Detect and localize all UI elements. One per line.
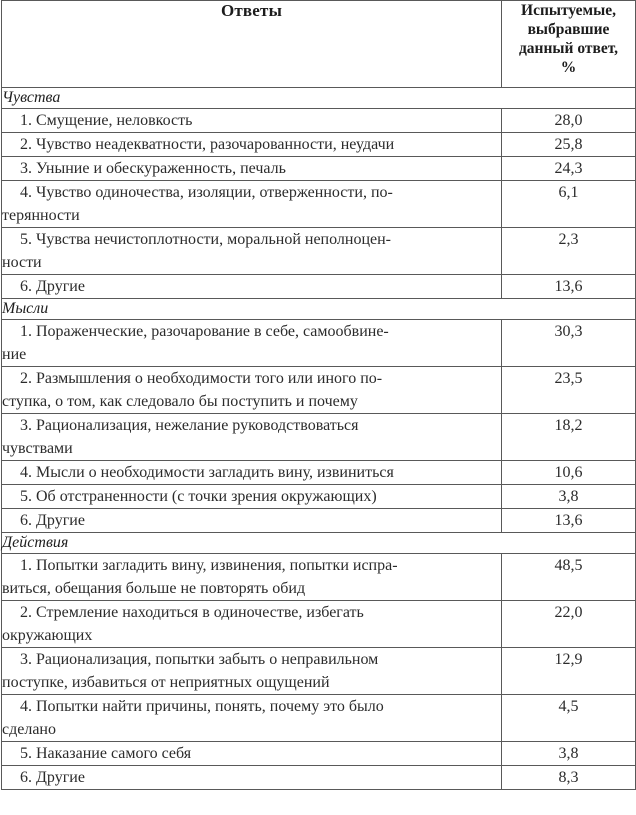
answer-text [2, 109, 502, 133]
percent-value: 25,8 [502, 133, 636, 157]
answer-text [2, 601, 502, 648]
column-header-percent-line-1: Испытуемые, [521, 2, 616, 19]
answer-text [2, 695, 502, 742]
answer-text-line: 1. Смущение, неловкость [20, 112, 193, 129]
answer-text [2, 509, 502, 533]
answer-text-line: поступке, избавиться от неприятных ощущений [2, 674, 330, 691]
answer-text [2, 320, 502, 367]
section-title: Чувства [2, 88, 636, 109]
column-header-percent-line-2: выбравшие [527, 21, 610, 38]
answer-text [2, 133, 502, 157]
section-title: Мысли [2, 299, 636, 320]
percent-value: 23,5 [502, 367, 636, 414]
table-row [2, 485, 636, 509]
answer-text-line: 5. Об отстраненности (с точки зрения окружающих) [20, 488, 377, 505]
percent-value: 22,0 [502, 601, 636, 648]
table-row [2, 509, 636, 533]
table-row [2, 766, 636, 790]
table-row [2, 157, 636, 181]
percent-value: 13,6 [502, 275, 636, 299]
answer-text-line: окружающих [2, 627, 93, 644]
section-header-row [2, 88, 636, 109]
table-body [2, 88, 636, 790]
percent-value: 3,8 [502, 742, 636, 766]
percent-value: 18,2 [502, 414, 636, 461]
percent-value: 8,3 [502, 766, 636, 790]
section-header-row [2, 533, 636, 554]
answer-text [2, 742, 502, 766]
table-header [2, 1, 636, 88]
percent-value: 13,6 [502, 509, 636, 533]
answer-text-line: ние [2, 346, 27, 363]
answer-text-line: 6. Другие [20, 278, 85, 295]
answer-text-line: ступка, о том, как следовало бы поступить и почему [2, 393, 358, 410]
table-row [2, 695, 636, 742]
answer-text-line: 4. Мысли о необходимости загладить вину, извиниться [20, 464, 394, 481]
answer-text-line: 4. Попытки найти причины, понять, почему это было [20, 698, 384, 715]
answer-text-line: 3. Уныние и обескураженность, печаль [20, 160, 286, 177]
percent-value: 6,1 [502, 181, 636, 228]
percent-value: 48,5 [502, 554, 636, 601]
table-row [2, 181, 636, 228]
answer-text-line: 2. Размышления о необходимости того или иного по- [20, 370, 383, 387]
table-row [2, 109, 636, 133]
percent-value: 24,3 [502, 157, 636, 181]
table-row [2, 461, 636, 485]
answer-text-line: 1. Пораженческие, разочарование в себе, самообвине- [20, 323, 389, 340]
answer-text-line: 2. Стремление находиться в одиночестве, избегать [20, 604, 364, 621]
percent-value: 4,5 [502, 695, 636, 742]
answer-text-line: 1. Попытки загладить вину, извинения, попытки испра- [20, 557, 398, 574]
answer-text-line: 5. Наказание самого себя [20, 745, 192, 762]
column-header-percent-line-4: % [560, 59, 577, 76]
percent-value: 2,3 [502, 228, 636, 275]
table-row [2, 414, 636, 461]
answer-text [2, 275, 502, 299]
table-row [2, 228, 636, 275]
answer-text [2, 485, 502, 509]
answer-text-line: терянности [2, 207, 80, 224]
percent-value: 12,9 [502, 648, 636, 695]
answer-text [2, 554, 502, 601]
answer-text-line: 6. Другие [20, 512, 85, 529]
answer-text-line: виться, обещания больше не повторять обид [2, 580, 306, 597]
table-row [2, 367, 636, 414]
answer-text-line: 5. Чувства нечистоплотности, моральной неполноцен- [20, 231, 391, 248]
answer-text [2, 181, 502, 228]
table-row [2, 320, 636, 367]
column-header-percent-line-3: данный ответ, [518, 40, 619, 57]
table-row [2, 742, 636, 766]
answer-text-line: 6. Другие [20, 769, 85, 786]
table-row [2, 601, 636, 648]
section-title: Действия [2, 533, 636, 554]
table-header-row [2, 1, 636, 88]
column-header-percent [502, 1, 636, 88]
percent-value: 30,3 [502, 320, 636, 367]
answer-text [2, 367, 502, 414]
answer-text-line: 2. Чувство неадекватности, разочарованности, неудачи [20, 136, 395, 153]
table-row [2, 275, 636, 299]
answer-text-line: ности [2, 254, 42, 271]
table-row [2, 554, 636, 601]
answer-text-line: чувствами [2, 440, 73, 457]
answer-text [2, 461, 502, 485]
answer-text [2, 228, 502, 275]
section-header-row [2, 299, 636, 320]
answer-text [2, 648, 502, 695]
percent-value: 28,0 [502, 109, 636, 133]
percent-value: 3,8 [502, 485, 636, 509]
column-header-answers: Ответы [2, 1, 502, 88]
answer-text [2, 414, 502, 461]
answer-text-line: 3. Рационализация, попытки забыть о неправильном [20, 651, 379, 668]
answer-text-line: сделано [2, 721, 56, 738]
percent-value: 10,6 [502, 461, 636, 485]
answer-text [2, 766, 502, 790]
answer-text-line: 3. Рационализация, нежелание руководствоваться [20, 417, 359, 434]
table-row [2, 133, 636, 157]
table-row [2, 648, 636, 695]
survey-results-table [1, 0, 636, 790]
answer-text-line: 4. Чувство одиночества, изоляции, отверженности, по- [20, 184, 393, 201]
answer-text [2, 157, 502, 181]
